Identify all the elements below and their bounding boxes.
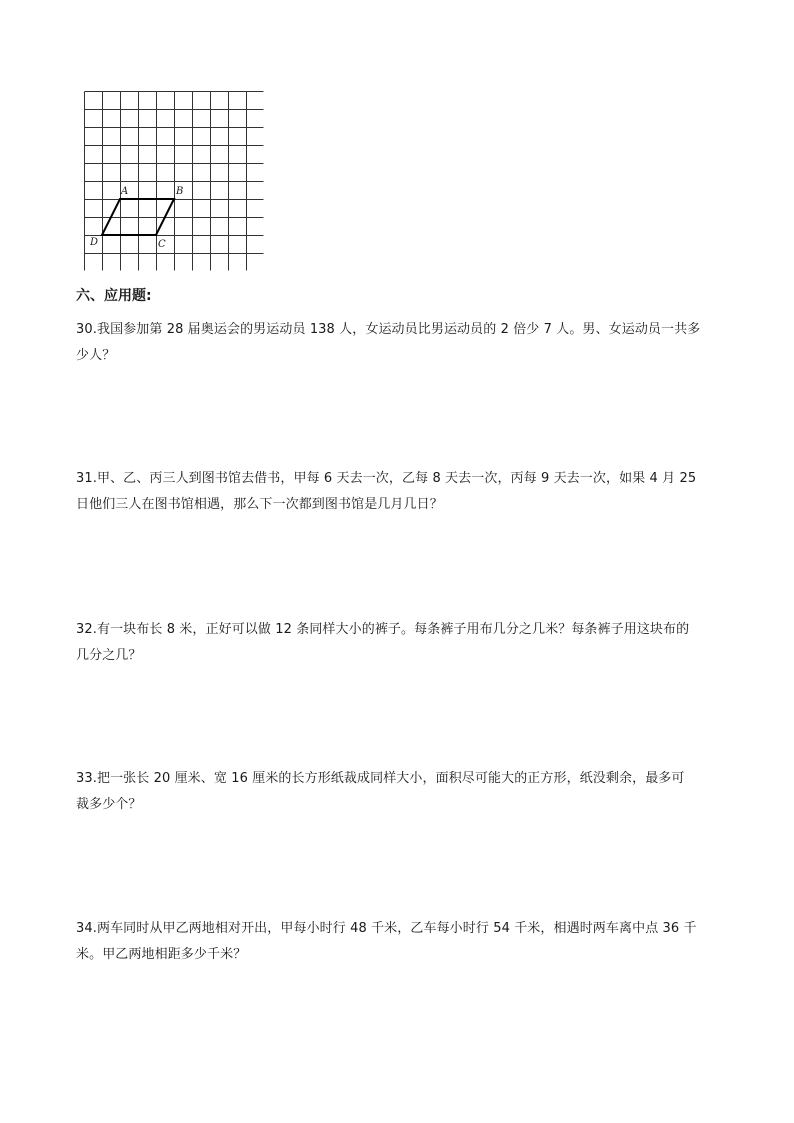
question-34-line-1: 34.两车同时从甲乙两地相对开出，甲每小时行 48 千米，乙车每小时行 54 千米，相遇时两车离中点 36 千	[76, 921, 697, 936]
question-32	[76, 617, 726, 669]
question-31-line-2: 日他们三人在图书馆相遇，那么下一次都到图书馆是几月几日？	[76, 497, 443, 512]
grid-parallelogram-diagram	[84, 91, 264, 271]
grid-figure	[84, 91, 264, 271]
question-34	[76, 916, 726, 968]
question-33	[76, 766, 726, 818]
question-32-line-1: 32.有一块布长 8 米，正好可以做 12 条同样大小的裤子。每条裤子用布几分之几米？每条裤子用这块布的	[76, 622, 690, 637]
question-32-line-2: 几分之几？	[76, 648, 142, 663]
question-31-line-1: 31.甲、乙、丙三人到图书馆去借书，甲每 6 天去一次，乙每 8 天去一次，丙每 9 天去一次，如果 4 月 25	[76, 471, 697, 486]
question-31	[76, 466, 726, 518]
point-label-b: B	[176, 186, 184, 197]
question-30-line-2: 少人？	[76, 348, 116, 363]
question-30-line-1: 30.我国参加第 28 届奥运会的男运动员 138 人，女运动员比男运动员的 2 倍少 7 人。男、女运动员一共多	[76, 322, 701, 337]
question-33-line-2: 裁多少个？	[76, 797, 142, 812]
section-title: 六、应用题:	[76, 288, 152, 304]
question-33-line-1: 33.把一张长 20 厘米、宽 16 厘米的长方形纸裁成同样大小，面积尽可能大的正方形，纸没剩余，最多可	[76, 771, 685, 786]
grid-lines	[85, 92, 265, 272]
point-label-d: D	[90, 237, 99, 248]
question-34-line-2: 米。甲乙两地相距多少千米？	[76, 947, 247, 962]
question-30	[76, 317, 726, 369]
point-label-c: C	[158, 239, 166, 250]
point-label-a: A	[121, 186, 129, 197]
